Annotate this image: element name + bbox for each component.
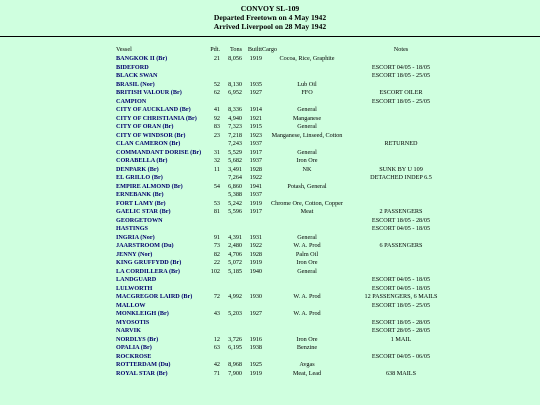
notes-cell: 6 PASSENGERS xyxy=(379,242,423,249)
pdt-cell xyxy=(208,302,220,311)
pdt-cell: 73 xyxy=(213,242,220,249)
cargo-cell: Manganese xyxy=(292,114,322,122)
pdt-cell: 21 xyxy=(213,55,220,62)
notes-cell xyxy=(352,123,450,132)
vessel-cell[interactable]: HASTINGS xyxy=(116,225,148,232)
pdt-cell xyxy=(208,98,220,107)
built-cell xyxy=(242,217,262,226)
cargo-cell: FFO xyxy=(301,89,313,96)
notes-cell xyxy=(352,132,450,141)
pdt-cell xyxy=(208,217,220,226)
table-row xyxy=(0,310,450,319)
notes-cell: 638 MAILS xyxy=(385,369,417,377)
table-row xyxy=(0,259,450,268)
built-cell: 1925 xyxy=(249,361,262,368)
table-row xyxy=(0,302,450,311)
pdt-cell: 43 xyxy=(213,310,220,317)
cargo-cell: General xyxy=(297,233,317,241)
header-divider xyxy=(0,36,540,37)
vessel-cell[interactable]: NARVIK xyxy=(116,327,141,334)
cargo-cell: Potash, General xyxy=(287,182,327,190)
cargo-cell: Meat xyxy=(300,208,314,215)
pdt-cell xyxy=(208,191,220,200)
built-cell: 1937 xyxy=(249,140,262,147)
cargo-cell xyxy=(262,353,352,362)
notes-cell xyxy=(352,200,450,209)
vessel-cell[interactable]: BANGKOK II (Br) xyxy=(116,55,168,62)
tons-cell: 5,072 xyxy=(228,259,242,266)
notes-cell: ESCORT OILER xyxy=(379,89,423,96)
table-row xyxy=(0,234,450,243)
cargo-cell: Avgas xyxy=(299,361,315,368)
notes-cell: ESCORT 18/05 - 25/05 xyxy=(371,97,431,105)
pdt-cell xyxy=(208,225,220,234)
built-cell: 1922 xyxy=(249,174,262,181)
cargo-cell: Chrome Ore, Cotton, Copper xyxy=(270,199,343,207)
built-cell: 1919 xyxy=(249,259,262,266)
notes-cell xyxy=(352,115,450,124)
notes-cell xyxy=(352,259,450,268)
tons-cell: 3,491 xyxy=(228,165,242,173)
notes-cell xyxy=(352,234,450,243)
tons-cell xyxy=(220,327,242,336)
column-header-row xyxy=(0,44,450,55)
notes-cell: ESCORT 04/05 - 06/05 xyxy=(371,352,431,360)
tons-cell: 8,130 xyxy=(228,80,242,88)
tons-cell: 6,195 xyxy=(228,344,242,351)
built-cell xyxy=(242,327,262,336)
table-row xyxy=(0,166,450,175)
table-row xyxy=(0,123,450,132)
notes-cell xyxy=(352,55,450,64)
notes-cell xyxy=(352,268,450,277)
table-row xyxy=(0,55,450,64)
table-row xyxy=(0,132,450,141)
table-row xyxy=(0,268,450,277)
pdt-cell: 82 xyxy=(213,250,220,258)
built-cell: 1921 xyxy=(249,114,262,122)
tons-cell xyxy=(220,217,242,226)
vessel-cell[interactable]: BIDEFORD xyxy=(116,63,149,71)
vessel-cell[interactable]: FORT LAMY (Br) xyxy=(116,199,166,207)
pdt-cell: 72 xyxy=(213,293,220,300)
built-cell xyxy=(242,72,262,81)
col-vessel-header: Vessel xyxy=(116,46,132,53)
cargo-cell: NK xyxy=(302,165,312,173)
built-cell: 1930 xyxy=(249,293,262,300)
table-row xyxy=(0,327,450,336)
cargo-cell xyxy=(262,327,352,336)
vessel-cell[interactable]: BRITISH VALOUR (Br) xyxy=(116,89,182,96)
tons-cell: 6,860 xyxy=(228,182,242,190)
cargo-cell: W. A. Prod xyxy=(293,293,321,300)
built-cell xyxy=(242,302,262,311)
col-cargo-header: Cargo xyxy=(262,46,278,53)
vessel-cell[interactable]: ROYAL STAR (Br) xyxy=(116,369,168,377)
pdt-cell: 81 xyxy=(213,208,220,215)
table-row xyxy=(0,344,450,353)
table-row xyxy=(0,149,450,158)
tons-cell xyxy=(220,302,242,311)
cargo-cell xyxy=(262,302,352,311)
notes-cell: SUNK BY U 109 xyxy=(379,165,423,173)
notes-cell xyxy=(352,310,450,319)
notes-cell: ESCORT 04/05 - 18/05 xyxy=(371,284,431,292)
table-row xyxy=(0,98,450,107)
vessel-cell[interactable]: GEORGETOWN xyxy=(116,216,163,224)
pdt-cell xyxy=(208,276,220,285)
cargo-cell: Meat, Lead xyxy=(292,369,322,377)
table-row xyxy=(0,276,450,285)
notes-cell: ESCORT 04/05 - 18/05 xyxy=(371,63,431,71)
pdt-cell: 52 xyxy=(213,80,220,88)
built-cell: 1919 xyxy=(249,199,262,207)
tons-cell xyxy=(220,64,242,73)
table-row xyxy=(0,157,450,166)
built-cell: 1927 xyxy=(249,310,262,317)
cargo-cell xyxy=(262,174,352,183)
built-cell: 1919 xyxy=(249,55,262,62)
vessel-cell[interactable]: NORDLYS (Br) xyxy=(116,335,159,343)
tons-cell: 4,992 xyxy=(228,293,242,300)
cargo-cell: Manganese, Linseed, Cotton xyxy=(271,131,343,139)
vessel-cell[interactable]: GAELIC STAR (Br) xyxy=(116,208,171,215)
tons-cell: 3,726 xyxy=(228,335,242,343)
built-cell: 1916 xyxy=(249,335,262,343)
pdt-cell xyxy=(208,140,220,149)
tons-cell: 4,706 xyxy=(228,250,242,258)
built-cell xyxy=(242,64,262,73)
cargo-cell: Palm Oil xyxy=(295,250,319,258)
col-notes-header: Notes xyxy=(393,46,409,53)
pdt-cell: 62 xyxy=(213,89,220,96)
vessel-cell[interactable]: LA CORDILLERA (Br) xyxy=(116,267,180,275)
vessel-cell[interactable]: MYOSOTIS xyxy=(116,318,150,326)
table-row xyxy=(0,191,450,200)
table-row xyxy=(0,217,450,226)
table-row xyxy=(0,115,450,124)
tons-cell: 5,596 xyxy=(228,208,242,215)
cargo-cell: General xyxy=(297,267,317,275)
cargo-cell: General xyxy=(297,123,317,130)
notes-cell xyxy=(352,157,450,166)
notes-cell: 2 PASSENGERS xyxy=(379,208,423,215)
tons-cell: 8,056 xyxy=(228,55,242,62)
cargo-cell: Iron Ore xyxy=(296,335,318,343)
vessel-cell[interactable]: JENNY (Nor) xyxy=(116,250,153,258)
tons-cell xyxy=(220,72,242,81)
cargo-cell xyxy=(262,98,352,107)
departure-line: Departed Freetown on 4 May 1942 xyxy=(213,13,327,22)
notes-cell: 1 MAIL xyxy=(390,335,412,343)
pdt-cell xyxy=(208,353,220,362)
cargo-cell xyxy=(262,140,352,149)
pdt-cell xyxy=(208,72,220,81)
vessel-cell[interactable]: KING GRUFFYDD (Br) xyxy=(116,259,182,266)
vessel-cell[interactable]: CORABELLA (Br) xyxy=(116,157,168,164)
vessel-cell[interactable]: INGRIA (Nor) xyxy=(116,233,155,241)
notes-cell xyxy=(352,106,450,115)
table-row xyxy=(0,353,450,362)
pdt-cell: 23 xyxy=(213,131,220,139)
tons-cell: 8,968 xyxy=(228,361,242,368)
pdt-cell: 83 xyxy=(213,123,220,130)
tons-cell xyxy=(220,353,242,362)
table-row xyxy=(0,174,450,183)
tons-cell: 5,529 xyxy=(228,148,242,156)
page-header xyxy=(0,0,540,31)
convoy-title: CONVOY SL-109 xyxy=(240,4,300,13)
cargo-cell xyxy=(262,64,352,73)
notes-cell xyxy=(352,191,450,200)
vessel-cell[interactable]: CITY OF WINDSOR (Br) xyxy=(116,131,186,139)
table-row xyxy=(0,336,450,345)
built-cell: 1937 xyxy=(249,191,262,198)
built-cell: 1919 xyxy=(249,369,262,377)
table-row xyxy=(0,319,450,328)
built-cell: 1937 xyxy=(249,157,262,164)
table-row xyxy=(0,361,450,370)
table-row xyxy=(0,242,450,251)
notes-cell: RETURNED xyxy=(384,140,418,147)
pdt-cell: 54 xyxy=(213,182,220,190)
notes-cell xyxy=(352,81,450,90)
vessel-cell[interactable]: BLACK SWAN xyxy=(116,72,158,79)
arrival-line: Arrived Liverpool on 28 May 1942 xyxy=(213,22,327,31)
pdt-cell xyxy=(208,327,220,336)
pdt-cell: 63 xyxy=(213,344,220,351)
tons-cell: 7,218 xyxy=(228,131,242,139)
built-cell: 1927 xyxy=(249,89,262,96)
built-cell: 1928 xyxy=(249,250,262,258)
notes-cell: DETACHED INDEP 6.5 xyxy=(370,174,432,181)
table-row xyxy=(0,225,450,234)
notes-cell xyxy=(352,149,450,158)
vessel-cell[interactable]: CITY OF AUCKLAND (Br) xyxy=(116,106,191,113)
tons-cell: 7,323 xyxy=(228,123,242,130)
tons-cell: 6,952 xyxy=(228,89,242,96)
vessel-cell[interactable]: MALLOW xyxy=(116,301,146,309)
vessel-cell[interactable]: CAMPION xyxy=(116,97,147,105)
convoy-table xyxy=(0,44,450,378)
built-cell: 1915 xyxy=(249,123,262,130)
table-row xyxy=(0,200,450,209)
notes-cell: ESCORT 04/05 - 18/05 xyxy=(371,276,431,283)
built-cell xyxy=(242,353,262,362)
built-cell: 1928 xyxy=(249,165,262,173)
built-cell xyxy=(242,98,262,107)
built-cell xyxy=(242,319,262,328)
built-cell xyxy=(242,285,262,294)
pdt-cell xyxy=(208,174,220,183)
pdt-cell: 92 xyxy=(213,114,220,122)
tons-cell: 5,242 xyxy=(228,199,242,207)
built-cell: 1931 xyxy=(249,233,262,241)
vessel-cell[interactable]: COMMANDANT DORISE (Br) xyxy=(116,148,202,156)
cargo-cell: Iron Ore xyxy=(296,157,318,164)
table-row xyxy=(0,106,450,115)
col-built-header: Builtt xyxy=(247,46,262,53)
pdt-cell: 71 xyxy=(213,369,220,377)
tons-cell: 4,391 xyxy=(228,233,242,241)
vessel-cell[interactable]: ERNEBANK (Br) xyxy=(116,191,164,198)
built-cell: 1923 xyxy=(249,131,262,139)
table-row xyxy=(0,140,450,149)
tons-cell: 4,940 xyxy=(228,114,242,122)
vessel-cell[interactable]: LULWORTH xyxy=(116,284,153,292)
cargo-cell xyxy=(262,72,352,81)
table-row xyxy=(0,208,450,217)
tons-cell xyxy=(220,319,242,328)
cargo-cell: Benzine xyxy=(296,344,318,351)
vessel-cell[interactable]: OPALIA (Br) xyxy=(116,344,152,351)
table-row xyxy=(0,89,450,98)
table-row xyxy=(0,72,450,81)
notes-cell: ESCORT 18/05 - 25/05 xyxy=(371,301,431,309)
vessel-cell[interactable]: CITY OF CHRISTIANIA (Br) xyxy=(116,114,197,122)
table-row xyxy=(0,293,450,302)
tons-cell: 5,682 xyxy=(228,157,242,164)
tons-cell: 7,243 xyxy=(228,140,242,147)
vessel-cell[interactable]: DENPARK (Br) xyxy=(116,165,159,173)
tons-cell: 7,264 xyxy=(228,174,242,181)
cargo-cell xyxy=(262,217,352,226)
notes-cell: ESCORT 18/05 - 28/05 xyxy=(371,318,431,326)
vessel-cell[interactable]: CLAN CAMERON (Br) xyxy=(116,140,181,147)
table-row xyxy=(0,251,450,260)
pdt-cell: 41 xyxy=(213,106,220,113)
built-cell xyxy=(242,276,262,285)
tons-cell: 8,336 xyxy=(228,106,242,113)
vessel-cell[interactable]: EMPIRE ALMOND (Br) xyxy=(116,182,183,190)
vessel-cell[interactable]: ROCKROSE xyxy=(116,352,152,360)
pdt-cell: 22 xyxy=(213,259,220,266)
cargo-cell: Iron Ore xyxy=(296,259,318,266)
cargo-cell: Cocoa, Rice, Graphite xyxy=(279,55,335,62)
notes-cell xyxy=(352,183,450,192)
built-cell: 1914 xyxy=(249,106,262,113)
notes-cell xyxy=(352,344,450,353)
pdt-cell: 32 xyxy=(213,157,220,164)
pdt-cell: 91 xyxy=(213,233,220,241)
tons-cell xyxy=(220,225,242,234)
vessel-cell[interactable]: LANDGUARD xyxy=(116,276,157,283)
cargo-cell xyxy=(262,285,352,294)
built-cell: 1917 xyxy=(249,208,262,215)
tons-cell: 5,185 xyxy=(228,267,242,275)
pdt-cell: 102 xyxy=(210,267,220,275)
tons-cell: 2,480 xyxy=(228,242,242,249)
pdt-cell: 53 xyxy=(213,199,220,207)
pdt-cell xyxy=(208,285,220,294)
cargo-cell: W. A. Prod xyxy=(293,310,321,317)
notes-cell: 12 PASSENGERS, 6 MAILS xyxy=(364,293,438,300)
built-cell: 1938 xyxy=(249,344,262,351)
vessel-cell[interactable]: MONKLEIGH (Br) xyxy=(116,310,169,317)
pdt-cell xyxy=(208,64,220,73)
vessel-cell[interactable]: ROTTERDAM (Du) xyxy=(116,361,171,368)
built-cell: 1917 xyxy=(249,148,262,156)
cargo-cell: General xyxy=(297,148,317,156)
tons-cell: 7,900 xyxy=(228,369,242,377)
cargo-cell xyxy=(262,225,352,234)
cargo-cell: W. A. Prod xyxy=(293,242,321,249)
cargo-cell: General xyxy=(297,106,317,113)
built-cell: 1935 xyxy=(249,80,262,88)
cargo-cell: Lub Oil xyxy=(297,80,317,88)
vessel-cell[interactable]: CITY OF ORAN (Br) xyxy=(116,123,174,130)
vessel-cell[interactable]: JAARSTROOM (Du) xyxy=(116,242,174,249)
vessel-cell[interactable]: BRASIL (Nor) xyxy=(116,80,155,88)
notes-cell: ESCORT 18/05 - 25/05 xyxy=(371,72,431,79)
notes-cell: ESCORT 28/05 - 28/05 xyxy=(371,327,431,334)
table-row xyxy=(0,285,450,294)
notes-cell: ESCORT 18/05 - 28/05 xyxy=(371,216,431,224)
built-cell: 1941 xyxy=(249,182,262,190)
col-pdt-header: Pdt. xyxy=(210,46,220,53)
cargo-cell xyxy=(262,319,352,328)
pdt-cell: 31 xyxy=(213,148,220,156)
table-row xyxy=(0,183,450,192)
pdt-cell: 11 xyxy=(214,165,220,173)
table-row xyxy=(0,81,450,90)
table-body xyxy=(0,55,450,378)
col-tons-header: Tons xyxy=(230,46,242,53)
built-cell: 1922 xyxy=(249,242,262,249)
table-row xyxy=(0,64,450,73)
vessel-cell[interactable]: MACGREGOR LAIRD (Br) xyxy=(116,293,193,300)
built-cell xyxy=(242,225,262,234)
pdt-cell: 42 xyxy=(213,361,220,368)
tons-cell: 5,203 xyxy=(228,310,242,317)
tons-cell xyxy=(220,276,242,285)
cargo-cell xyxy=(262,191,352,200)
tons-cell xyxy=(220,98,242,107)
table-row xyxy=(0,370,450,379)
built-cell: 1940 xyxy=(249,267,262,275)
notes-cell xyxy=(352,361,450,370)
tons-cell: 5,388 xyxy=(228,191,242,198)
vessel-cell[interactable]: EL GRILLO (Br) xyxy=(116,174,163,181)
tons-cell xyxy=(220,285,242,294)
pdt-cell: 12 xyxy=(213,335,220,343)
pdt-cell xyxy=(208,319,220,328)
notes-cell xyxy=(352,251,450,260)
notes-cell: ESCORT 04/05 - 18/05 xyxy=(371,225,431,232)
cargo-cell xyxy=(262,276,352,285)
